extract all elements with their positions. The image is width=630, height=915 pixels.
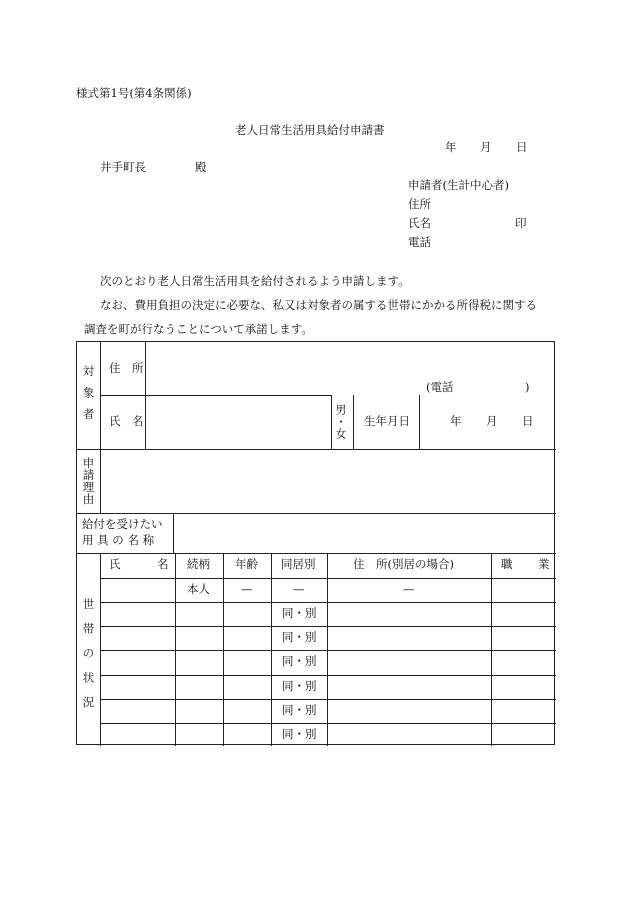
- header-relation: 続柄: [187, 557, 210, 571]
- header-job-1: 職: [501, 557, 513, 571]
- body-line-1: 次のとおり老人日常生活用具を給付されるよう申請します。: [100, 274, 410, 288]
- applicant-name-label: 氏名: [408, 216, 431, 230]
- applicant-address-label: 住所: [408, 197, 431, 211]
- subject-dob-year: 年: [450, 414, 462, 428]
- subject-sex-label: 男・女: [334, 404, 347, 440]
- reason-label: 申請理由: [81, 457, 96, 505]
- subject-dob-day: 日: [522, 414, 534, 428]
- cohab-option: 同・別: [282, 727, 317, 741]
- subject-dob-month: 月: [486, 414, 498, 428]
- header-cohab: 同居別: [281, 557, 316, 571]
- applicant-seal: 印: [515, 216, 527, 230]
- header-age: 年齢: [235, 557, 258, 571]
- cohab-option: 同・別: [282, 630, 317, 644]
- self-address: —: [403, 582, 415, 596]
- equipment-label-line-1: 給付を受けたい: [82, 517, 163, 531]
- household-label: 世帯の状況: [81, 598, 96, 721]
- body-line-2: なお、費用負担の決定に必要な、私又は対象者の属する世帯にかかる所得税に関する: [100, 298, 537, 312]
- applicant-phone-label: 電話: [408, 235, 431, 249]
- self-cohab: —: [293, 582, 305, 596]
- subject-phone-close: ): [525, 380, 530, 394]
- addressee-honorific: 殿: [195, 160, 207, 174]
- cohab-option: 同・別: [282, 654, 317, 668]
- header-job-2: 業: [538, 557, 550, 571]
- applicant-heading: 申請者(生計中心者): [408, 178, 509, 192]
- self-age: —: [241, 582, 253, 596]
- application-form-table: [76, 341, 555, 745]
- header-name-2: 名: [157, 557, 169, 571]
- subject-dob-label: 生年月日: [364, 414, 410, 428]
- header-name-1: 氏: [109, 557, 121, 571]
- subject-phone-label: (電話: [426, 380, 454, 394]
- equipment-label-line-2: 用 具 の 名 称: [82, 533, 155, 547]
- date-day: 日: [516, 140, 528, 154]
- header-address: 住 所(別居の場合): [353, 557, 454, 571]
- subject-address-label: 住 所: [109, 361, 144, 375]
- self-relation: 本人: [187, 582, 210, 596]
- date-year: 年: [445, 140, 457, 154]
- subject-name-label: 氏 名: [109, 414, 144, 428]
- cohab-option: 同・別: [282, 606, 317, 620]
- form-number: 様式第1号(第4条関係): [76, 86, 192, 100]
- page-title: 老人日常生活用具給付申請書: [235, 123, 385, 137]
- date-month: 月: [480, 140, 492, 154]
- addressee-name: 井手町長: [100, 160, 146, 174]
- body-line-3: 調査を町が行なうことについて承諾します。: [84, 322, 313, 336]
- cohab-option: 同・別: [282, 679, 317, 693]
- cohab-option: 同・別: [282, 703, 317, 717]
- subject-label: 対象者: [81, 365, 96, 430]
